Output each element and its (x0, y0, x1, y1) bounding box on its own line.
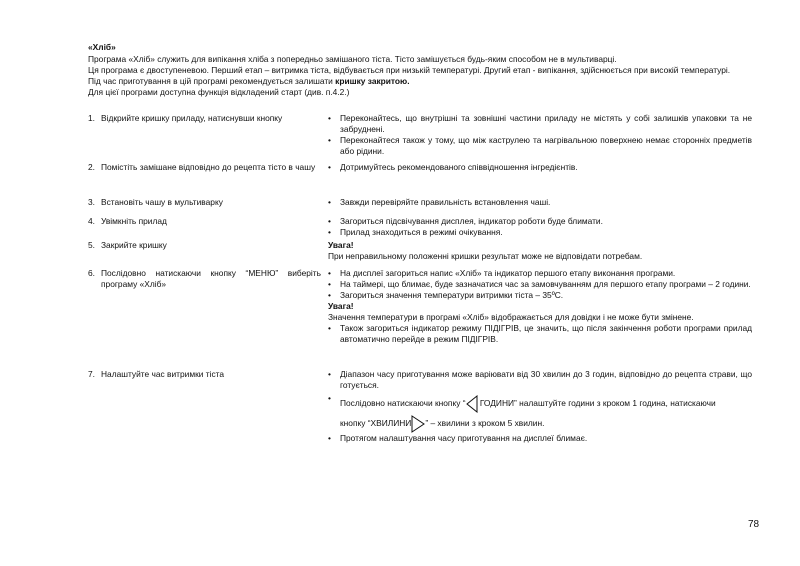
note-text: ” – хвилини з кроком 5 хвилин. (425, 418, 545, 428)
step-text: Закрийте кришку (101, 240, 167, 250)
step-number: 2. (88, 162, 95, 172)
section-title: «Хліб» (88, 42, 116, 52)
step-number: 3. (88, 197, 95, 207)
note-bullet: • На дисплеї загориться напис «Хліб» та індикатор першого етапу виконання програми. (328, 268, 752, 279)
intro-paragraph-2: Ця програма є двоступеневою. Перший етап – витримка тіста, відбувається при низькій температурі. Другий етап - випікання, здійснюється при високій температурі. (88, 65, 731, 75)
step-text: Відкрийте кришку приладу, натиснувши кнопку (101, 113, 283, 123)
step-number: 1. (88, 113, 95, 123)
intro-paragraph-3 (88, 76, 752, 87)
step-number: 7. (88, 369, 95, 379)
note-bullet: • Переконайтеся також у тому, що між каструлею та нагрівальною поверхнею немає сторонніх предметів або рідини. (328, 135, 752, 157)
note-bullet: • Загориться значення температури витримки тіста – 35ºС. (328, 290, 752, 301)
note-text: кнопку “ХВИЛИНИ (340, 418, 412, 428)
step-text: Встановіть чашу в мультиварку (101, 197, 223, 207)
note-bullet-buttons (328, 393, 752, 433)
page-number: 78 (748, 519, 760, 530)
notes-step-5 (328, 240, 752, 262)
step-text: Помістіть замішане відповідно до рецепта тісто в чашу (101, 162, 316, 172)
step-number: 5. (88, 240, 95, 250)
note-bullet: • Завжди перевіряйте правильність встановлення чаші. (328, 197, 752, 208)
step-text: Налаштуйте час витримки тіста (101, 369, 225, 379)
warning-title: Увага! (328, 240, 354, 250)
step-text: Послідовно натискаючи кнопку “МЕНЮ” виберіть програму «Хліб» (101, 268, 321, 289)
note-bullet: • Переконайтесь, що внутрішні та зовнішні частини приладу не містять у собі залишків упаковки та не забруднені. (328, 113, 752, 135)
note-bullet: • Діапазон часу приготування може варіювати від 30 хвилин до 3 годин, відповідно до рецепта страви, що готується. (328, 369, 752, 391)
notes-step-2 (328, 162, 752, 173)
note-text: ГОДИНИ” налаштуйте години з кроком 1 година, натискаючи (477, 398, 716, 408)
notes-step-3 (328, 197, 752, 208)
warning-text: При неправильному положенні кришки результат може не відповідати потребам. (328, 251, 643, 261)
note-bullet: • Протягом налаштування часу приготування на дисплеї блимає. (328, 433, 752, 444)
notes-step-7 (328, 369, 752, 444)
warning-title: Увага! (328, 301, 354, 311)
intro-paragraph-1: Програма «Хліб» служить для випікання хліба з попередньо замішаного тіста. Тісто замішується будь-яким способом не в мультиварці. (88, 54, 617, 64)
notes-step-1 (328, 113, 752, 157)
note-bullet: • Дотримуйтесь рекомендованого співвідношення інгредієнтів. (328, 162, 752, 173)
warning-text: Значення температури в програмі «Хліб» відображається для довідки і не може бути змінене. (328, 312, 694, 322)
step-number: 4. (88, 216, 95, 226)
note-bullet: • Загориться підсвічування дисплея, індикатор роботи буде блимати. (328, 216, 752, 227)
step-number: 6. (88, 268, 95, 278)
triangle-right-icon (411, 415, 425, 433)
note-bullet: • Прилад знаходиться в режимі очікування. (328, 227, 752, 238)
intro-paragraph-3-bold: кришку закритою. (335, 76, 410, 86)
intro-paragraph-3-text: Під час приготування в цій програмі рекомендується залишати (88, 76, 336, 86)
step-text: Увімкніть прилад (101, 216, 167, 226)
triangle-left-icon (466, 395, 478, 413)
note-text: Послідовно натискаючи кнопку “ (340, 398, 466, 408)
intro-block (88, 54, 752, 98)
notes-step-4 (328, 216, 752, 238)
note-bullet: • На таймері, що блимає, буде зазначатися час за замовчуванням для першого етапу програми – 2 години. (328, 279, 752, 290)
note-bullet: • Також загориться індикатор режиму ПІДІГРІВ, це значить, що після закінчення роботи програми прилад автоматично перейде в режим ПІДІГРІВ. (328, 323, 752, 345)
notes-step-6 (328, 268, 752, 345)
intro-paragraph-4: Для цієї програми доступна функція відкладений старт (див. п.4.2.) (88, 87, 350, 97)
